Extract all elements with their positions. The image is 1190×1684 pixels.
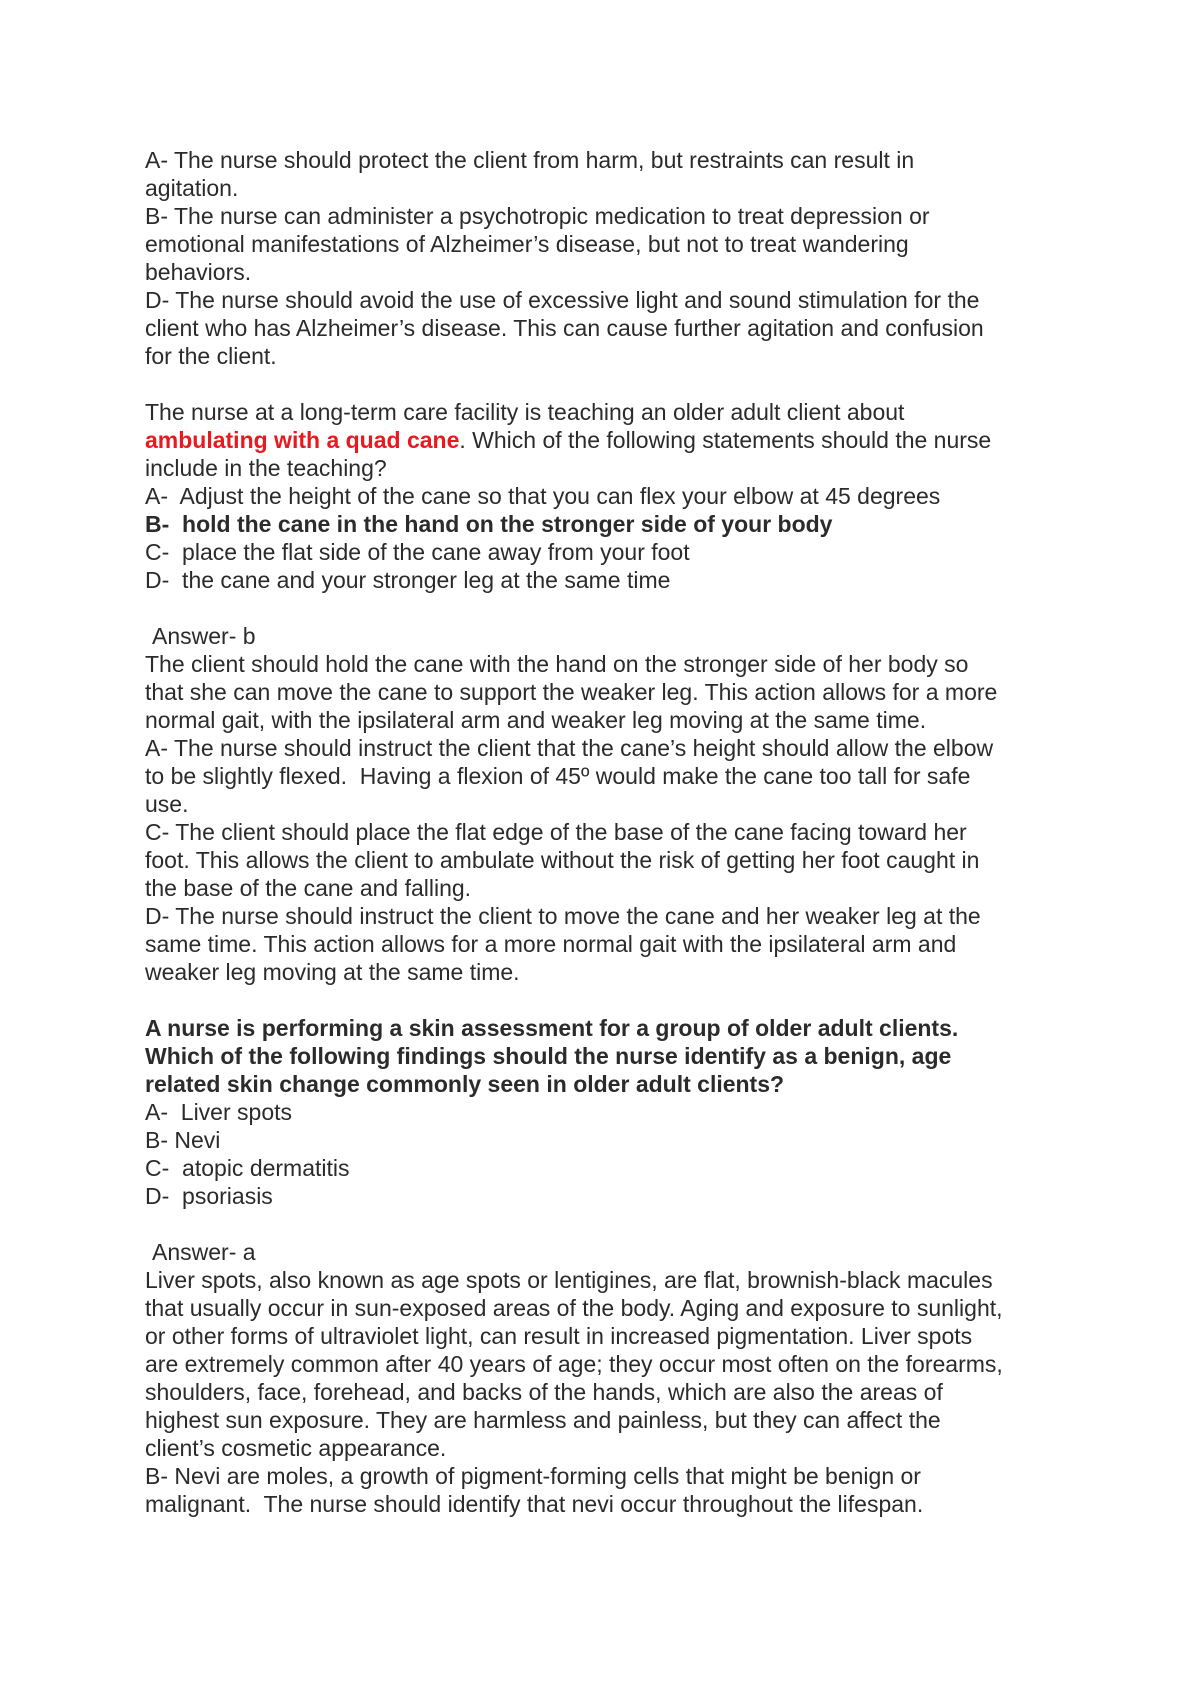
rationale-line: behaviors. <box>145 259 252 285</box>
question-skin-assessment <box>145 1014 1065 1518</box>
answer-label: Answer- a <box>152 1239 256 1265</box>
rationale-line: agitation. <box>145 175 239 201</box>
rationale-line: same time. This action allows for a more normal gait with the ipsilateral arm and <box>145 931 957 957</box>
option-c: C- atopic dermatitis <box>145 1155 350 1181</box>
spacer <box>145 986 1065 1014</box>
option-d: D- the cane and your stronger leg at the same time <box>145 567 671 593</box>
rationale-line: B- Nevi are moles, a growth of pigment-forming cells that might be benign or <box>145 1463 921 1489</box>
rationale-line: weaker leg moving at the same time. <box>145 959 520 985</box>
spacer <box>145 594 1065 622</box>
rationale-line: D- The nurse should instruct the client to move the cane and her weaker leg at the <box>145 903 981 929</box>
rationale-line: normal gait, with the ipsilateral arm and weaker leg moving at the same time. <box>145 707 927 733</box>
option-d: D- psoriasis <box>145 1183 273 1209</box>
option-b: B- Nevi <box>145 1127 221 1153</box>
rationale-line: The client should hold the cane with the hand on the stronger side of her body so <box>145 651 969 677</box>
rationale-line: are extremely common after 40 years of age; they occur most often on the forearms, <box>145 1351 1003 1377</box>
option-a: A- Adjust the height of the cane so that you can flex your elbow at 45 degrees <box>145 483 941 509</box>
question-stem-line: Which of the following findings should the nurse identify as a benign, age <box>145 1043 952 1069</box>
highlighted-topic: ambulating with a quad cane <box>145 427 460 453</box>
rationale-line: malignant. The nurse should identify that nevi occur throughout the lifespan. <box>145 1491 924 1517</box>
rationale-line: client’s cosmetic appearance. <box>145 1435 447 1461</box>
rationale-line: client who has Alzheimer’s disease. This can cause further agitation and confusion <box>145 315 984 341</box>
rationale-line: for the client. <box>145 343 277 369</box>
rationale-line: A- The nurse should instruct the client that the cane’s height should allow the elbow <box>145 735 994 761</box>
document-page <box>145 146 1065 1518</box>
option-b-correct: B- hold the cane in the hand on the stronger side of your body <box>145 511 833 537</box>
rationale-line: C- The client should place the flat edge of the base of the cane facing toward her <box>145 819 967 845</box>
rationale-line: emotional manifestations of Alzheimer’s disease, but not to treat wandering <box>145 231 909 257</box>
question-stem-line: include in the teaching? <box>145 455 387 481</box>
rationale-line: foot. This allows the client to ambulate without the risk of getting her foot caught in <box>145 847 980 873</box>
rationale-line: highest sun exposure. They are harmless and painless, but they can affect the <box>145 1407 941 1433</box>
rationale-line: A- The nurse should protect the client from harm, but restraints can result in <box>145 147 915 173</box>
spacer <box>145 1210 1065 1238</box>
rationale-line: Liver spots, also known as age spots or lentigines, are flat, brownish-black macules <box>145 1267 993 1293</box>
question-quad-cane <box>145 398 1065 986</box>
rationale-line: that she can move the cane to support the weaker leg. This action allows for a more <box>145 679 998 705</box>
question-stem-text: . Which of the following statements should the nurse <box>459 427 992 453</box>
rationale-line: shoulders, face, forehead, and backs of the hands, which are also the areas of <box>145 1379 943 1405</box>
previous-rationale <box>145 146 1065 370</box>
rationale-line: or other forms of ultraviolet light, can result in increased pigmentation. Liver spots <box>145 1323 973 1349</box>
rationale-line: the base of the cane and falling. <box>145 875 472 901</box>
rationale-line: D- The nurse should avoid the use of excessive light and sound stimulation for the <box>145 287 980 313</box>
option-c: C- place the flat side of the cane away from your foot <box>145 539 690 565</box>
question-stem-line: related skin change commonly seen in older adult clients? <box>145 1071 785 1097</box>
rationale-line: that usually occur in sun-exposed areas of the body. Aging and exposure to sunlight, <box>145 1295 1003 1321</box>
answer-label: Answer- b <box>152 623 256 649</box>
question-stem-line <box>145 426 1065 454</box>
rationale-line: B- The nurse can administer a psychotropic medication to treat depression or <box>145 203 930 229</box>
spacer <box>145 370 1065 398</box>
rationale-line: use. <box>145 791 189 817</box>
question-stem-line: The nurse at a long-term care facility is teaching an older adult client about <box>145 399 905 425</box>
question-stem-line: A nurse is performing a skin assessment for a group of older adult clients. <box>145 1015 959 1041</box>
rationale-line: to be slightly flexed. Having a flexion of 45º would make the cane too tall for safe <box>145 763 971 789</box>
option-a: A- Liver spots <box>145 1099 292 1125</box>
